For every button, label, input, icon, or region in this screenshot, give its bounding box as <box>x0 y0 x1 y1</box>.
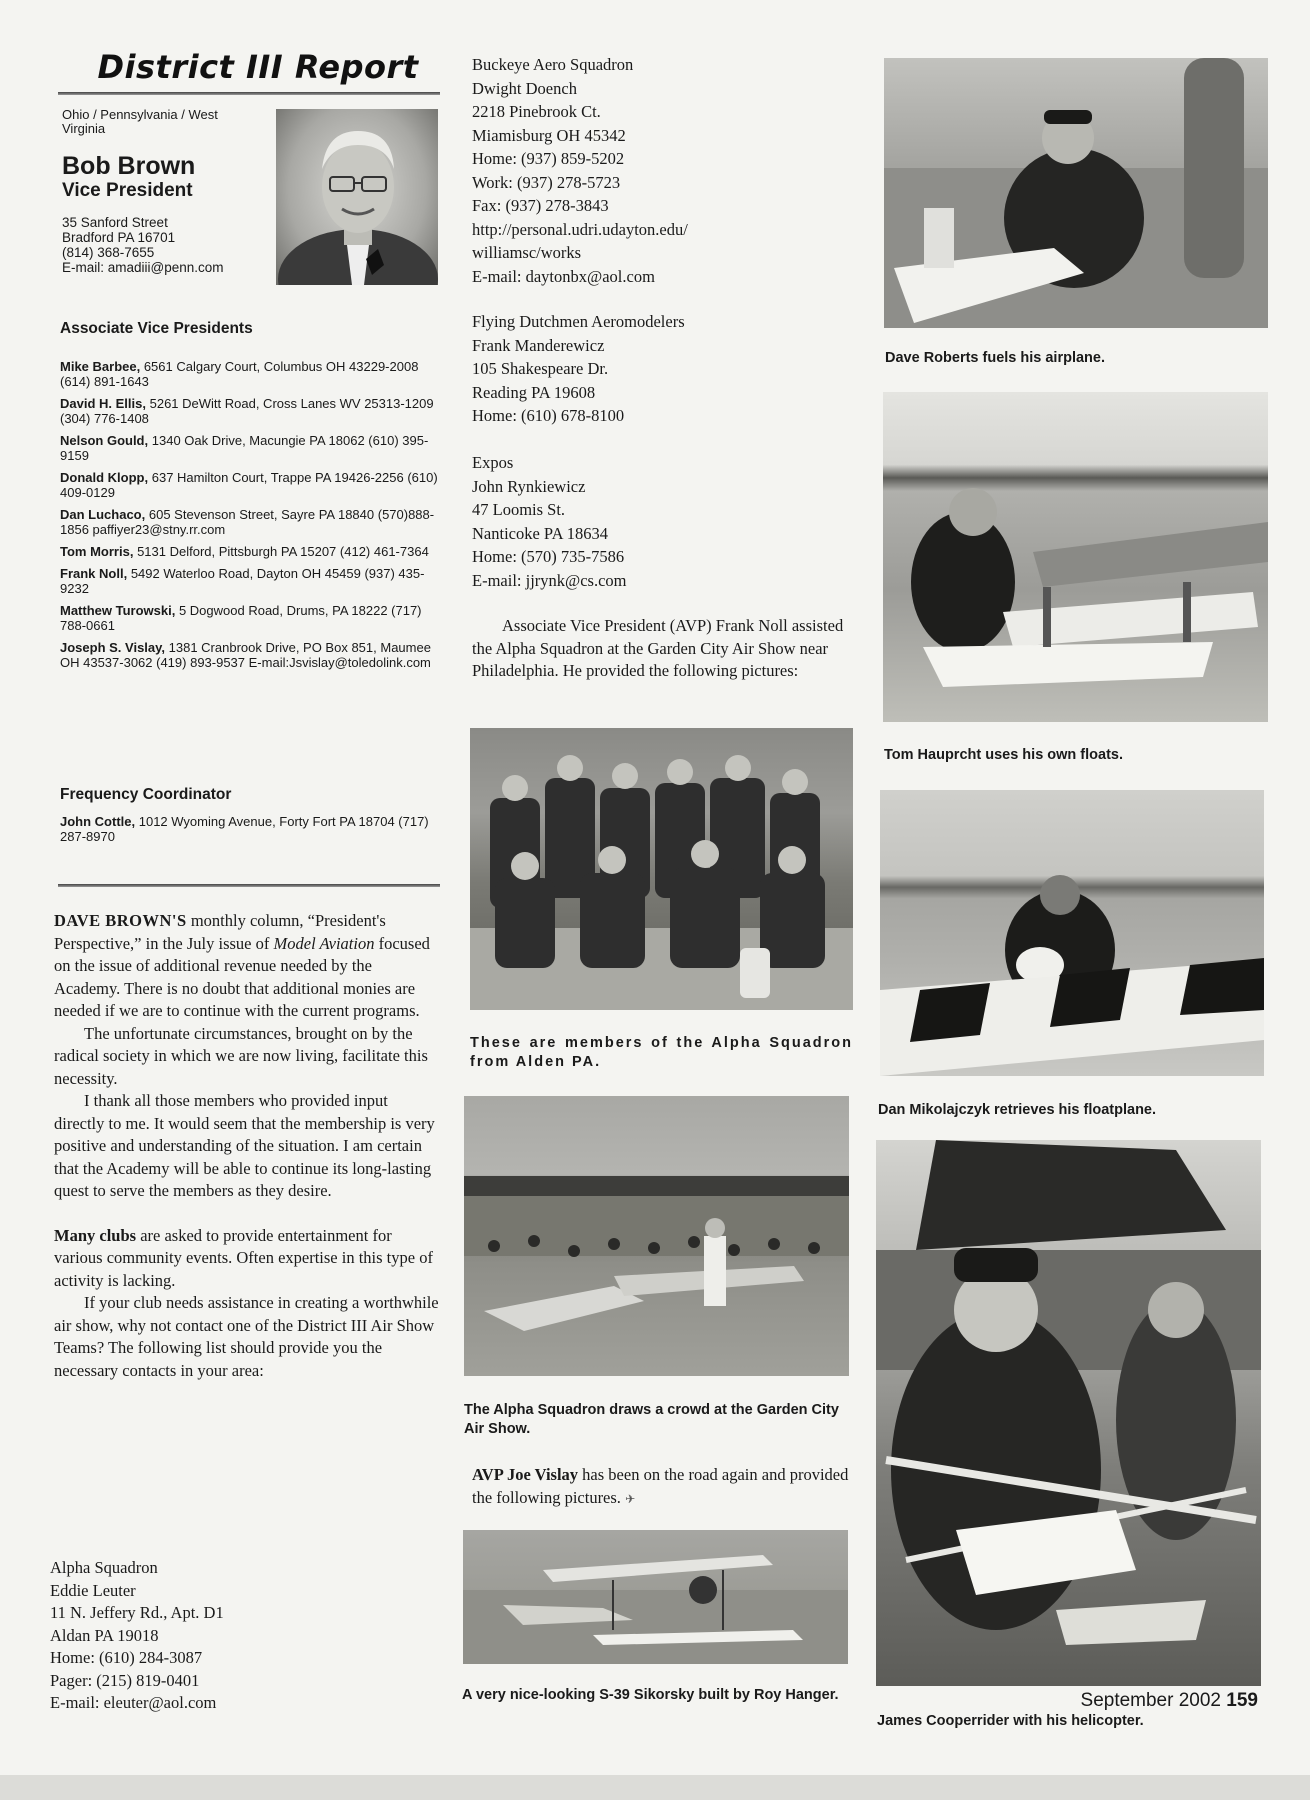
vp-address-line: Bradford PA 16701 <box>62 230 176 245</box>
article-paragraph: The unfortunate circumstances, brought on by the radical society in which we are now living, facilitate this necessity. <box>54 1023 428 1088</box>
lead-in: Many clubs <box>54 1225 137 1245</box>
associate-entry <box>60 544 440 559</box>
team-email: E-mail: eleuter@aol.com <box>50 1693 217 1712</box>
end-mark-icon: ✈ <box>625 1491 636 1506</box>
team-name: Alpha Squadron <box>50 1558 158 1577</box>
team-email: E-mail: daytonbx@aol.com <box>472 266 655 286</box>
vp-address-line: 35 Sanford Street <box>62 215 168 230</box>
photo-alpha-members <box>470 728 853 1010</box>
associate-entry <box>60 359 440 389</box>
crowd-photo-illustration <box>464 1096 849 1376</box>
team-line: 47 Loomis St. <box>472 500 566 519</box>
caption-sikorsky: A very nice-looking S-39 Sikorsky built by Roy Hanger. <box>462 1687 839 1703</box>
team-name: Expos <box>472 453 514 472</box>
frequency-details: 1012 Wyoming Avenue, Forty Fort PA 18704 (717) 287-8970 <box>60 814 429 844</box>
article-paragraph-avp: Associate Vice President (AVP) Frank Noll assisted the Alpha Squadron at the Garden City Air Show near Philadelphia. He provided the following pictures: <box>472 616 844 680</box>
associate-name: David H. Ellis, <box>60 396 146 411</box>
team-line: Pager: (215) 819-0401 <box>50 1670 200 1690</box>
associate-details: 5492 Waterloo Road, Dayton OH 45459 (937) 435-9232 <box>60 566 425 596</box>
associate-name: Nelson Gould, <box>60 433 149 448</box>
team-line: Home: (937) 859-5202 <box>472 149 625 168</box>
associate-name: Donald Klopp, <box>60 470 149 485</box>
associate-name: Mike Barbee, <box>60 359 141 374</box>
associate-name: Joseph S. Vislay, <box>60 640 166 655</box>
sikorsky-illustration <box>463 1530 848 1664</box>
photo-mikolajczyk <box>880 790 1264 1076</box>
team-line: Dwight Doench <box>472 78 577 98</box>
team-line: Home: (570) 735-7586 <box>472 547 625 566</box>
team-line: Fax: (937) 278-3843 <box>472 196 609 215</box>
associate-details: 1381 Cranbrook Drive, PO Box 851, Maumee OH 43537-3062 (419) 893-9537 E-mail:Jsvislay@toledolink.com <box>60 640 431 670</box>
page-title: District III Report <box>97 48 419 86</box>
section-rule <box>58 884 440 887</box>
associate-details: 5 Dogwood Road, Drums, PA 18222 (717) 788-0661 <box>60 603 422 633</box>
photo-roberts <box>884 58 1268 328</box>
team-buckeye <box>472 53 852 288</box>
team-line: Home: (610) 284-3087 <box>50 1648 203 1667</box>
associate-details: 1340 Oak Drive, Macungie PA 18062 (610) 395-9159 <box>60 433 429 463</box>
photo-hauprcht <box>883 392 1268 722</box>
article-paragraph-vislay: AVP Joe Vislay has been on the road again and provided the following pictures. ✈ <box>472 1465 849 1507</box>
portrait-illustration <box>276 109 438 285</box>
team-flying-dutchmen <box>472 310 852 428</box>
caption-crowd: The Alpha Squadron draws a crowd at the Garden City Air Show. <box>464 1402 839 1437</box>
team-url: williamsc/works <box>472 243 582 262</box>
vp-title: Vice President <box>62 180 193 201</box>
team-email: E-mail: jjrynk@cs.com <box>472 570 627 590</box>
team-line: 11 N. Jeffery Rd., Apt. D1 <box>50 1603 224 1622</box>
mikolajczyk-illustration <box>880 790 1264 1076</box>
team-url: http://personal.udri.udayton.edu/ <box>472 219 688 239</box>
article-paragraph: If your club needs assistance in creating a worthwhile air show, why not contact one of the District III Air Show Teams? The following list should provide you the necessary contacts in your area: <box>54 1293 439 1380</box>
associate-details: 5261 DeWitt Road, Cross Lanes WV 25313-1209 (304) 776-1408 <box>60 396 434 426</box>
associate-entry <box>60 603 440 633</box>
roberts-illustration <box>884 58 1268 328</box>
associate-name: Frank Noll, <box>60 566 128 581</box>
vp-email: E-mail: amadiii@penn.com <box>62 260 224 275</box>
team-line: Frank Manderewicz <box>472 335 605 355</box>
scan-edge <box>0 1775 1310 1800</box>
associate-details: 5131 Delford, Pittsburgh PA 15207 (412) 461-7364 <box>137 544 429 559</box>
associate-entry <box>60 433 440 463</box>
report-header <box>58 48 438 86</box>
team-name: Flying Dutchmen Aeromodelers <box>472 312 685 331</box>
associate-details: 6561 Calgary Court, Columbus OH 43229-2008 (614) 891-1643 <box>60 359 419 389</box>
hauprcht-illustration <box>883 392 1268 722</box>
team-line: Aldan PA 19018 <box>50 1625 159 1645</box>
frequency-heading: Frequency Coordinator <box>60 786 232 803</box>
issue-date: September 2002 <box>1080 1690 1222 1711</box>
team-line: Eddie Leuter <box>50 1580 136 1600</box>
caption-cooperrider: James Cooperrider with his helicopter. <box>877 1713 1144 1729</box>
associates-heading: Associate Vice Presidents <box>60 320 253 337</box>
vp-address <box>62 215 272 275</box>
article-column-1 <box>54 910 440 1382</box>
caption-alpha-members: These are members of the Alpha Squadron from Alden PA. <box>470 1035 853 1070</box>
caption-roberts: Dave Roberts fuels his airplane. <box>885 350 1105 366</box>
team-name: Buckeye Aero Squadron <box>472 55 634 74</box>
lead-in: DAVE BROWN'S <box>54 911 187 930</box>
region-label: Ohio / Pennsylvania / West Virginia <box>62 107 218 136</box>
team-line: Nanticoke PA 18634 <box>472 523 608 543</box>
associate-name: Matthew Turowski, <box>60 603 176 618</box>
photo-sikorsky <box>463 1530 848 1664</box>
associate-entry <box>60 396 440 426</box>
page-footer <box>1081 1690 1258 1712</box>
associate-entry <box>60 640 440 670</box>
associate-details: 605 Stevenson Street, Sayre PA 18840 (570)888-1856 paffiyer23@stny.rr.com <box>60 507 435 537</box>
group-photo-illustration <box>470 728 853 1010</box>
associate-details: 637 Hamilton Court, Trappe PA 19426-2256 (610) 409-0129 <box>60 470 438 500</box>
team-line: Reading PA 19608 <box>472 382 596 402</box>
team-line: Work: (937) 278-5723 <box>472 172 621 192</box>
caption-hauprcht: Tom Hauprcht uses his own floats. <box>884 747 1124 763</box>
associate-name: Tom Morris, <box>60 544 134 559</box>
cooperrider-illustration <box>876 1140 1261 1686</box>
team-line: Miamisburg OH 45342 <box>472 125 626 145</box>
photo-cooperrider <box>876 1140 1261 1686</box>
team-alpha-squadron <box>50 1557 440 1715</box>
article-paragraph: DAVE BROWN'S monthly column, “President's Perspective,” in the July issue of Model Aviation focused on the issue of additional revenue needed by the Academy. There is no doubt that additional monies are needed if we are to continue with the current programs. <box>54 911 430 1020</box>
team-line: Home: (610) 678-8100 <box>472 406 625 425</box>
associate-entry <box>60 470 440 500</box>
title-rule <box>58 92 440 95</box>
magazine-name: Model Aviation <box>273 933 375 953</box>
vp-address-line: (814) 368-7655 <box>62 245 155 260</box>
vp-portrait <box>276 109 438 285</box>
frequency-name: John Cottle, <box>60 814 136 829</box>
team-expos <box>472 451 852 592</box>
associate-entry <box>60 507 440 537</box>
vp-name: Bob Brown <box>62 152 196 180</box>
team-line: John Rynkiewicz <box>472 476 586 496</box>
caption-mikolajczyk: Dan Mikolajczyk retrieves his floatplane. <box>878 1102 1157 1118</box>
lead-in: AVP Joe Vislay <box>472 1465 579 1484</box>
frequency-entry <box>60 814 440 844</box>
team-line: 2218 Pinebrook Ct. <box>472 102 601 121</box>
page-number: 159 <box>1226 1690 1258 1711</box>
article-paragraph: I thank all those members who provided input directly to me. It would seem that the membership is very positive and understanding of the situation. I am certain that the Academy will be able to continue its long-lasting quest to serve the members as they desire. <box>54 1091 435 1200</box>
associate-entry <box>60 566 440 596</box>
team-line: 105 Shakespeare Dr. <box>472 359 609 378</box>
associate-name: Dan Luchaco, <box>60 507 146 522</box>
associate-list <box>60 359 440 677</box>
photo-crowd <box>464 1096 849 1376</box>
article-paragraph: Many clubs are asked to provide entertainment for various community events. Often expertise in this type of activity is lacking. <box>54 1225 433 1290</box>
